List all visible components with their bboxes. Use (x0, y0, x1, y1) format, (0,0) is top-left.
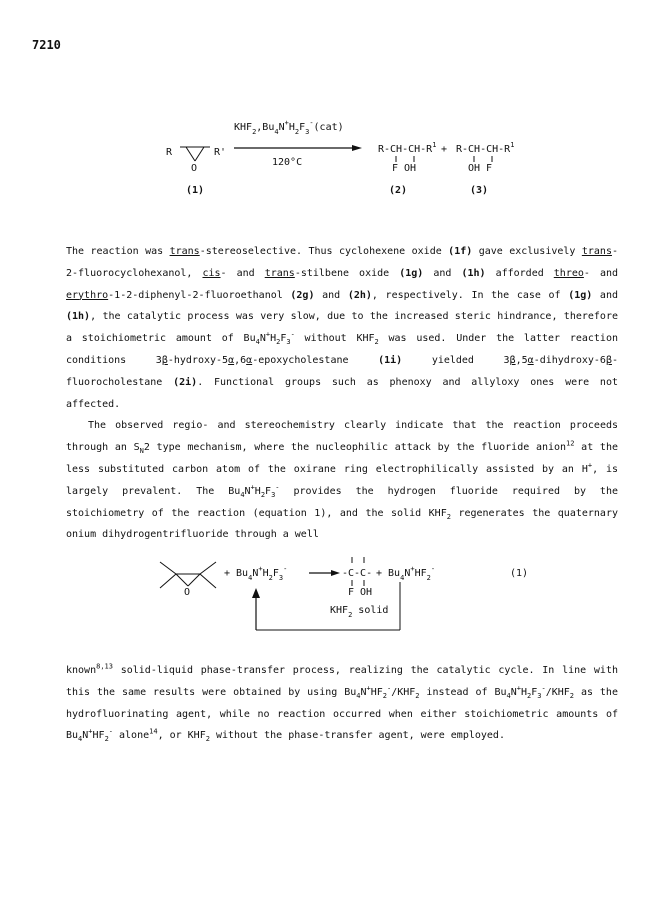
equation-number: (1) (510, 568, 529, 579)
temperature-label: 120°C (272, 157, 303, 168)
plus-sign: + (441, 144, 448, 155)
equation-coproduct: + $Bu_4N^+HF_2^-$ (376, 565, 436, 582)
compound-label-2: (2) (389, 185, 408, 196)
equation-epoxide-oxygen: O (184, 587, 191, 598)
recycle-arrowhead (252, 588, 260, 598)
paragraph-1: The reaction was trans-stereoselective. Thus cyclohexene oxide (1f) gave exclusively trans-2-fluorocyclohexanol, cis- and trans-stilbene oxide (1g) and (1h) afforded threo- and erythro-1-2-diphenyl-2-fluoroethanol (2g) and (2h), respectively. In the case of (1g) and (1h), the catalytic process was very slow, due to the increased steric hindrance, therefore a stoichiometric amount of $Bu_4N^+H_2F_3^-$ without $KHF_2$ was used. Under the latter reaction conditions 3β-hydroxy-5α,6α-epoxycholestane (1i) yielded 3β,5α-dihydroxy-6β-fluorocholestane (2i). Functional groups such as phenoxy and allyloxy ones were not affected. The observed regio- and stereochemistry clearly indicate that the reaction proceeds through an $S_N2$ type mechanism, where the nucleophilic attack by the fluoride anion$^{12}$ at the less substituted carbon atom of the oxirane ring electrophilically assisted by an H+, is largely prevalent. The $Bu_4N^+H_2F_3^-$ provides the hydrogen fluoride required by the stoichiometry of the reaction (equation 1), and the solid $KHF_2$ regenerates the quaternary onium dihydrogentrifluoride through a well (66, 246, 619, 541)
page-number: 7210 (32, 38, 61, 52)
reactant-r-prime: R' (214, 147, 227, 158)
equation-product: -C-C- (342, 568, 373, 579)
product-2: $R-CH-CH-R^1$ (378, 141, 437, 155)
compound-label-3: (3) (470, 185, 489, 196)
product-3-substituents: OH F (468, 163, 493, 174)
epoxide-bond (186, 147, 195, 161)
epoxide-bond (195, 147, 204, 161)
reaction-arrowhead (352, 145, 362, 151)
compound-label-1: (1) (186, 185, 205, 196)
product-2-substituents: F OH (392, 163, 417, 174)
reagent-label: $KHF_2,Bu_4N^+H_2F_3^-(cat)$ (234, 119, 344, 136)
reactant-r: R (166, 147, 173, 158)
product-3: $R-CH-CH-R^1$ (456, 141, 515, 155)
equation-reagent: + $Bu_4N^+H_2F_3^-$ (224, 565, 288, 582)
recycle-label: $KHF_2$ solid (330, 605, 389, 619)
paragraph-2: known$^{8,13}$ solid-liquid phase-transfer process, realizing the catalytic cycle. In line with this the same results were obtained by using $Bu_4N^+HF_2^-/KHF_2$ instead of $Bu_4N^+H_2F_3^-/KHF_2$ as the hydrofluorinating agent, while no reaction occurred when either stoichiometric amounts of $Bu_4N^+HF_2^-$ alone$^{14}$, or $KHF_2$ without the phase-transfer agent, were employed. (66, 662, 618, 744)
equation-product-substituents: F OH (348, 587, 373, 598)
epoxide-oxygen: O (191, 163, 198, 174)
